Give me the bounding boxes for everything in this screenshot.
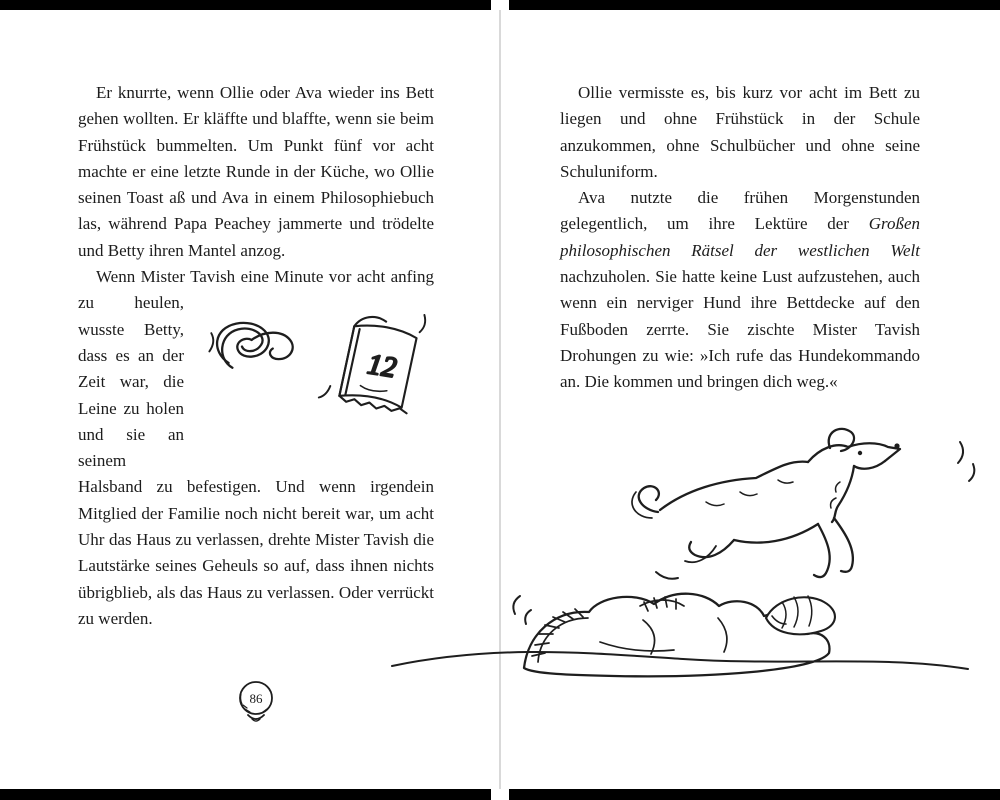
- book-cover-label: 12: [365, 348, 399, 385]
- book-title-italic: Großen philosophischen Rätsel der westlichen Welt: [560, 214, 920, 260]
- page-number: 86: [249, 691, 263, 706]
- paragraph: [560, 80, 920, 185]
- paragraph: [560, 185, 920, 395]
- motion-marks: [513, 442, 974, 624]
- paragraph-text: nachzuholen. Sie hatte keine Lust aufzustehen, auch wenn ein nerviger Hund ihre Bettdecke auf den Fußboden zerrte. Sie zischte Mister Tavish Drohungen zu wie: »Ich rufe das Hundekommando an. Die kommen und bringen dich weg.«: [560, 267, 920, 392]
- ground-line: [392, 652, 968, 669]
- book-sketch: [338, 314, 420, 414]
- paragraph-text: Wenn Mister Tavish eine Minute vor acht anfing zu heulen,: [78, 267, 434, 313]
- paragraph: [78, 264, 434, 632]
- dog-pulling-blanket-illustration: [388, 420, 988, 700]
- leash-sketch: [217, 323, 293, 368]
- paragraph: [78, 80, 434, 264]
- paragraph-text: Ava nutzte die frühen Morgenstunden gelegentlich, um ihre Lektüre der: [560, 188, 920, 234]
- paragraph-text: Er knurrte, wenn Ollie oder Ava wieder ins Bett gehen wollten. Er kläffte und blaffte, wenn sie beim Frühstück bummelten. Um Punkt fünf vor acht machte er eine letzte Runde in der Küche, wo Ollie seinen Toast aß und Ava in einem Philosophiebuch las, während Papa Peachey jammerte und trödelte und Betty ihren Mantel anzog.: [78, 83, 434, 260]
- dog-sketch: [632, 429, 900, 577]
- left-page-text: [78, 80, 434, 632]
- blanket-sketch: [524, 594, 835, 677]
- page-number-ornament: [230, 678, 282, 726]
- right-page-text: [560, 80, 920, 396]
- paragraph-text: Ollie vermisste es, bis kurz vor acht im Bett zu liegen und ohne Frühstück in der Schule anzukommen, ohne Schulbücher und ohne seine Schuluniform.: [560, 83, 920, 181]
- slipper-sketch: [766, 596, 835, 634]
- paragraph-text: wusste Betty, dass es an der Zeit war, die Leine zu holen und sie an seinem Halsband zu befestigen. Und wenn irgendein Mitglied der Familie noch nicht bereit war, um acht Uhr das Haus zu verlassen, drehte Mister Tavish die Lautstärke seines Geheuls so auf, dass ihnen nichts übrigblieb, als das Haus zu verlassen. Oder verrückt zu werden.: [78, 319, 434, 628]
